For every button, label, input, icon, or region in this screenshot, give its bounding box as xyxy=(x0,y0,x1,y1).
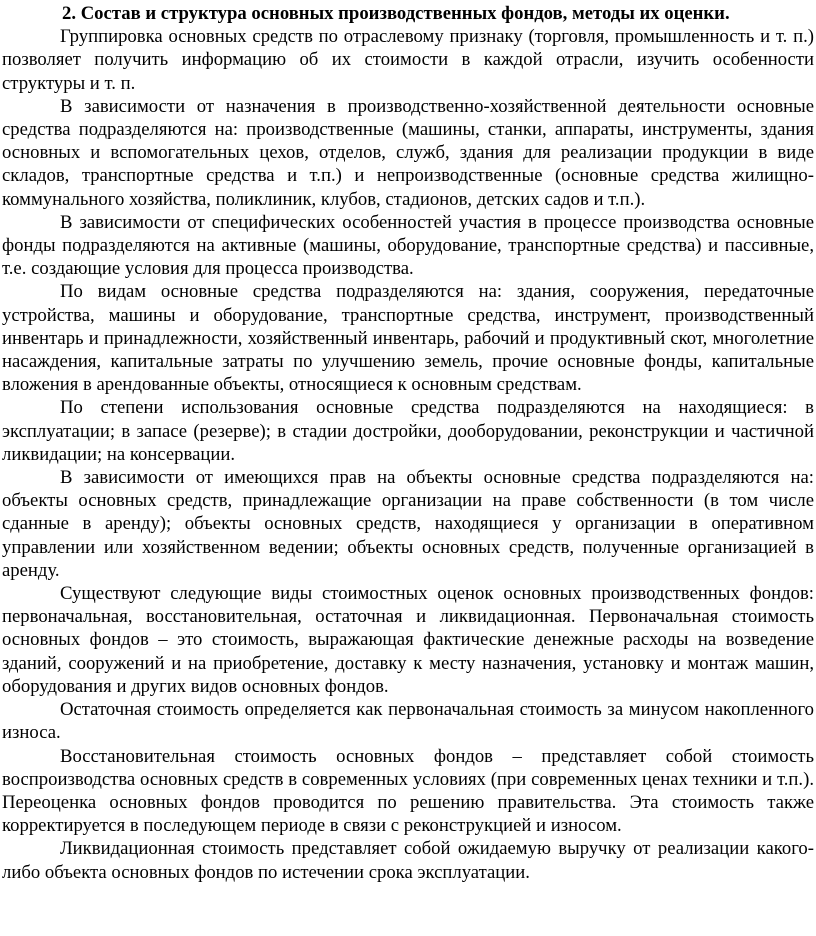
paragraph-active-passive: В зависимости от специфических особенностей участия в процессе производства основные фонды подразделяются на активные (машины, оборудование, транспортные средства) и пассивные, т.е. создающие условия для процесса производства. xyxy=(2,211,814,280)
paragraph-replacement-value: Восстановительная стоимость основных фондов – представляет собой стоимость воспроизводства основных средств в современных условиях (при современных ценах техники и т.п.). Переоценка основных фондов проводится по решению правительства. Эта стоимость также корректируется в последующем периоде в связи с реконструкцией и износом. xyxy=(2,745,814,837)
paragraph-valuation-types: Существуют следующие виды стоимостных оценок основных производственных фондов: первоначальная, восстановительная, остаточная и ликвидационная. Первоначальная стоимость основных фондов – это стоимость, выражающая фактические денежные расходы на возведение зданий, сооружений и на приобретение, доставку к месту назначения, установку и монтаж машин, оборудования и других видов основных фондов. xyxy=(2,583,814,697)
paragraph-residual-value: Остаточная стоимость определяется как первоначальная стоимость за минусом накопленного износа. xyxy=(2,699,814,744)
paragraph-liquidation-value: Ликвидационная стоимость представляет собой ожидаемую выручку от реализации какого-либо объекта основных фондов по истечении срока эксплуатации. xyxy=(2,838,814,883)
paragraph-by-types: По видам основные средства подразделяются на: здания, сооружения, передаточные устройства, машины и оборудование, транспортные средства, инструмент, производственный инвентарь и принадлежности, хозяйственный инвентарь, рабочий и продуктивный скот, многолетние насаждения, капитальные затраты по улучшению земель, прочие основные фонды, капитальные вложения в арендованные объекты, относящиеся к основным средствам. xyxy=(2,281,814,396)
paragraph-by-ownership-rights: В зависимости от имеющихся прав на объекты основные средства подразделяются на: объекты основных средств, принадлежащие организации на праве собственности (в том числе сданные в аренду); объекты основных средств, находящиеся у организации в оперативном управлении или хозяйственном ведении; объекты основных средств, полученные организацией в аренду. xyxy=(2,467,814,581)
paragraph-by-purpose: В зависимости от назначения в производственно-хозяйственной деятельности основные средства подразделяются на: производственные (машины, станки, аппараты, инструменты, здания основных и вспомогательных цехов, отделов, служб, здания для реализации продукции в виде складов, транспортные средства и т.п.) и непроизводственные (основные средства жилищно-коммунального хозяйства, поликлиник, клубов, стадионов, детских садов и т.п.). xyxy=(2,95,814,210)
section-title: 2. Состав и структура основных производственных фондов, методы их оценки. xyxy=(62,3,730,24)
paragraph-grouping-by-industry: Группировка основных средств по отраслевому признаку (торговля, промышленность и т. п.) позволяет получить информацию об их стоимости в каждой отрасли, изучить особенности структуры и т. п. xyxy=(2,26,814,94)
paragraph-by-usage-degree: По степени использования основные средства подразделяются на находящиеся: в эксплуатации; в запасе (резерве); в стадии достройки, дооборудовании, реконструкции и частичной ликвидации; на консервации. xyxy=(2,397,814,465)
